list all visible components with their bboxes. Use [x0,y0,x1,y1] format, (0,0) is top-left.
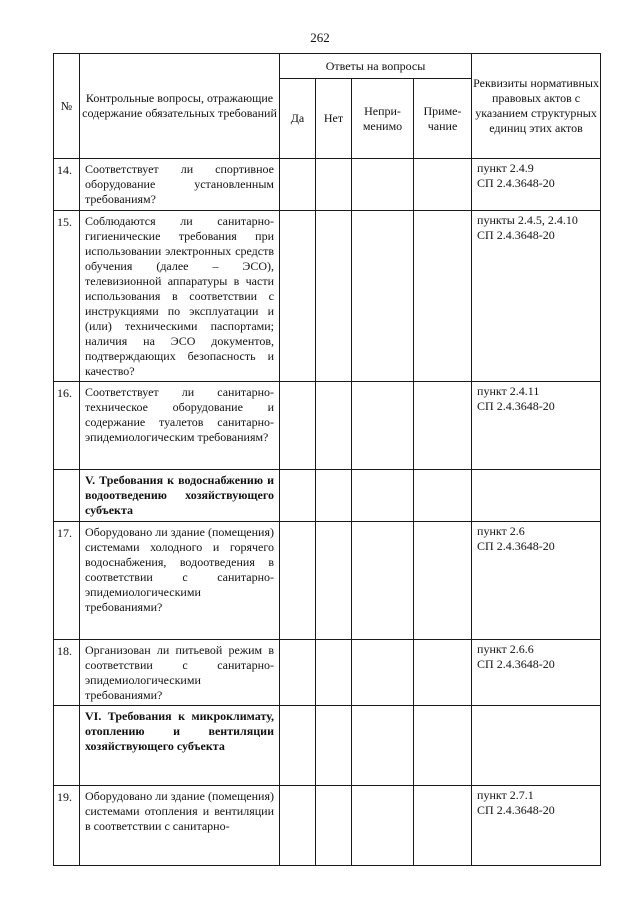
row-number: 15. [54,211,80,382]
row-question: Соответствует ли санитарно-техническое оборудование и содержание туалетов санитарно-эпидемиологическим требованиям? [80,382,280,470]
row-number: 14. [54,159,80,211]
section-row [54,470,601,522]
answer-yes-cell[interactable] [280,640,316,706]
row-question: Оборудовано ли здание (помещения) системами холодного и горячего водоснабжения, водоотведения в соответствии с санитарно-эпидемиологическими требованиями? [80,522,280,640]
col-header-question: Контрольные вопросы, отражающие содержание обязательных требований [80,54,280,159]
row-requisites [472,640,601,706]
answer-note-cell[interactable] [414,211,472,382]
requisite-clause: пункт 2.6 [477,524,525,538]
answer-no-cell[interactable] [316,522,352,640]
col-header-no: Нет [316,79,352,159]
row-question: Оборудовано ли здание (помещения) системами отопления и вентиляции в соответствии с санитарно- [80,786,280,866]
col-header-not-applicable: Непри-менимо [352,79,414,159]
requisite-clause: пункт 2.6.6 [477,642,534,656]
answer-yes-cell[interactable] [280,522,316,640]
row-number-empty [54,470,80,522]
requisite-act: СП 2.4.3648-20 [477,539,555,553]
answer-yes-cell[interactable] [280,382,316,470]
table-row [54,211,601,382]
table-row [54,159,601,211]
requisite-act: СП 2.4.3648-20 [477,803,555,817]
col-header-note: Приме-чание [414,79,472,159]
answer-note-cell[interactable] [414,382,472,470]
row-question: Соответствует ли спортивное оборудование установленным требованиям? [80,159,280,211]
requisite-act: СП 2.4.3648-20 [477,657,555,671]
answer-yes-cell[interactable] [280,786,316,866]
requisite-act: СП 2.4.3648-20 [477,176,555,190]
page-number: 262 [310,30,330,45]
answer-na-cell[interactable] [352,159,414,211]
row-number: 16. [54,382,80,470]
answer-na-cell[interactable] [352,640,414,706]
answer-no-cell[interactable] [316,382,352,470]
row-requisites [472,211,601,382]
row-requisites-empty [472,470,601,522]
table-row [54,382,601,470]
row-requisites-empty [472,706,601,786]
answer-note-cell[interactable] [414,522,472,640]
answer-note-cell[interactable] [414,640,472,706]
answer-yes-cell[interactable] [280,159,316,211]
requisite-act: СП 2.4.3648-20 [477,399,555,413]
section-heading: V. Требования к водоснабжению и водоотведению хозяйствующего субъекта [80,470,280,522]
row-requisites [472,159,601,211]
requisite-clause: пункт 2.4.9 [477,161,534,175]
requisite-act: СП 2.4.3648-20 [477,228,555,242]
row-requisites [472,786,601,866]
answer-na-cell[interactable] [352,211,414,382]
answer-na-cell[interactable] [352,382,414,470]
answer-no-cell[interactable] [316,640,352,706]
requisite-clause: пункт 2.4.11 [477,384,540,398]
section-row [54,706,601,786]
answer-no-cell[interactable] [316,786,352,866]
answer-note-cell[interactable] [414,159,472,211]
answer-no-cell[interactable] [316,159,352,211]
row-requisites [472,382,601,470]
row-number: 18. [54,640,80,706]
table-row [54,522,601,640]
answer-no-cell[interactable] [316,211,352,382]
row-requisites [472,522,601,640]
answer-na-cell[interactable] [352,522,414,640]
answer-no-cell [316,706,352,786]
col-header-answers: Ответы на вопросы [280,54,472,79]
answer-note-cell [414,470,472,522]
answer-note-cell[interactable] [414,786,472,866]
row-question: Организован ли питьевой режим в соответствии с санитарно-эпидемиологическими требованиями? [80,640,280,706]
col-header-requisites: Реквизиты нормативных правовых актов с указанием структурных единиц этих актов [472,54,601,159]
requisite-clause: пункты 2.4.5, 2.4.10 [477,213,578,227]
checklist-table [53,53,601,866]
answer-na-cell [352,470,414,522]
answer-yes-cell [280,706,316,786]
row-number: 19. [54,786,80,866]
header-row [54,54,601,79]
answer-note-cell [414,706,472,786]
row-number: 17. [54,522,80,640]
col-header-yes: Да [280,79,316,159]
answer-yes-cell[interactable] [280,211,316,382]
answer-yes-cell [280,470,316,522]
answer-na-cell[interactable] [352,786,414,866]
table-row [54,786,601,866]
row-question: Соблюдаются ли санитарно-гигиенические требования при использовании электронных средств обучения (далее – ЭСО), телевизионной аппаратуры в части использования в соответствии с инструкциями по эксплуатации и (или) техническими паспортами; наличия на ЭСО документов, подтверждающих безопасность и качество? [80,211,280,382]
answer-na-cell [352,706,414,786]
col-header-number: № [54,54,80,159]
row-number-empty [54,706,80,786]
section-heading: VI. Требования к микроклимату, отоплению и вентиляции хозяйствующего субъекта [80,706,280,786]
answer-no-cell [316,470,352,522]
table-row [54,640,601,706]
requisite-clause: пункт 2.7.1 [477,788,534,802]
